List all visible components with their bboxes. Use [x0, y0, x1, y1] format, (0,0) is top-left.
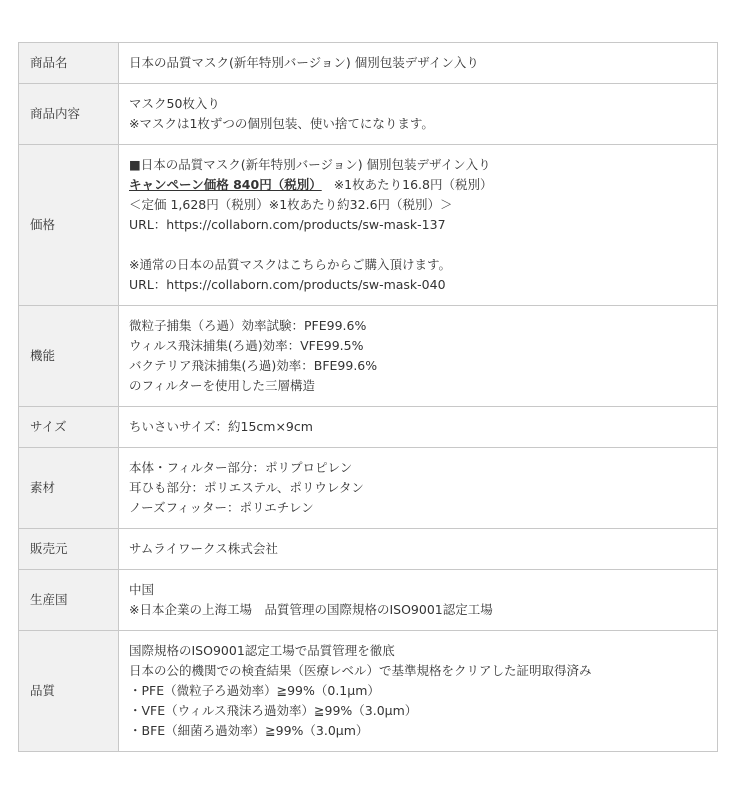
campaign-price-line — [129, 175, 717, 195]
spec-row-seller — [19, 529, 718, 570]
row-value — [119, 448, 718, 529]
row-label: 機能 — [19, 306, 119, 407]
row-label: 販売元 — [19, 529, 119, 570]
product-url-137[interactable]: URL：https://collaborn.com/products/sw-mask-137 — [129, 217, 446, 232]
value-line: 日本の公的機関での検査結果（医療レベル）で基準規格をクリアした証明取得済み — [129, 663, 592, 678]
row-value — [119, 570, 718, 631]
value-line: ノーズフィッター：ポリエチレン — [129, 500, 314, 515]
value-line: ※日本企業の上海工場 品質管理の国際規格のISO9001認定工場 — [129, 602, 493, 617]
row-label: 商品名 — [19, 43, 119, 84]
row-label: 生産国 — [19, 570, 119, 631]
value-line: のフィルターを使用した三層構造 — [129, 378, 316, 393]
per-mask-price: ※1枚あたり16.8円（税別） — [333, 177, 493, 192]
regular-price-line: ＜定価 1,628円（税別）※1枚あたり約32.6円（税別）＞ — [129, 197, 453, 212]
row-value — [119, 84, 718, 145]
value-line: 微粒子捕集（ろ過）効率試験：PFE99.6% — [129, 318, 367, 333]
row-value — [119, 631, 718, 752]
value-line: バクテリア飛沫捕集(ろ過)効率：BFE99.6% — [129, 358, 378, 373]
value-line: 耳ひも部分：ポリエステル、ポリウレタン — [129, 480, 364, 495]
value-line: ※マスクは1枚ずつの個別包装、使い捨てになります。 — [129, 116, 434, 131]
spec-row-quality — [19, 631, 718, 752]
value-line: 国際規格のISO9001認定工場で品質管理を徹底 — [129, 643, 395, 658]
value-line: 本体・フィルター部分：ポリプロピレン — [129, 460, 353, 475]
row-label: 商品内容 — [19, 84, 119, 145]
spec-row-function — [19, 306, 718, 407]
spec-row-size — [19, 407, 718, 448]
product-spec-table — [18, 42, 718, 752]
value-line: 日本の品質マスク(新年特別バージョン) 個別包装デザイン入り — [129, 55, 479, 70]
regular-product-note: ※通常の日本の品質マスクはこちらからご購入頂けます。 — [129, 257, 451, 272]
value-line: ウィルス飛沫捕集(ろ過)効率：VFE99.5% — [129, 338, 364, 353]
spec-row-contents — [19, 84, 718, 145]
row-label: サイズ — [19, 407, 119, 448]
value-line: マスク50枚入り — [129, 96, 220, 111]
value-line: 中国 — [129, 582, 155, 597]
row-value — [119, 529, 718, 570]
spec-row-material — [19, 448, 718, 529]
product-title-line: ■日本の品質マスク(新年特別バージョン) 個別包装デザイン入り — [129, 157, 491, 172]
row-label: 品質 — [19, 631, 119, 752]
row-value — [119, 306, 718, 407]
value-line: サムライワークス株式会社 — [129, 541, 278, 556]
product-url-040[interactable]: URL：https://collaborn.com/products/sw-mask-040 — [129, 277, 446, 292]
value-line: ちいさいサイズ：約15cm×9cm — [129, 419, 313, 434]
spec-row-product-name — [19, 43, 718, 84]
row-value — [119, 407, 718, 448]
spec-row-origin — [19, 570, 718, 631]
value-line: ・VFE（ウィルス飛沫ろ過効率）≧99%（3.0μm） — [129, 703, 418, 718]
row-label: 価格 — [19, 145, 119, 306]
value-line: ・BFE（細菌ろ過効率）≧99%（3.0μm） — [129, 723, 369, 738]
row-label: 素材 — [19, 448, 119, 529]
blank-line — [129, 235, 717, 255]
row-value — [119, 145, 718, 306]
campaign-price: キャンペーン価格 840円（税別） — [129, 177, 322, 192]
value-line: ・PFE（微粒子ろ過効率）≧99%（0.1μm） — [129, 683, 380, 698]
row-value — [119, 43, 718, 84]
spec-row-price — [19, 145, 718, 306]
